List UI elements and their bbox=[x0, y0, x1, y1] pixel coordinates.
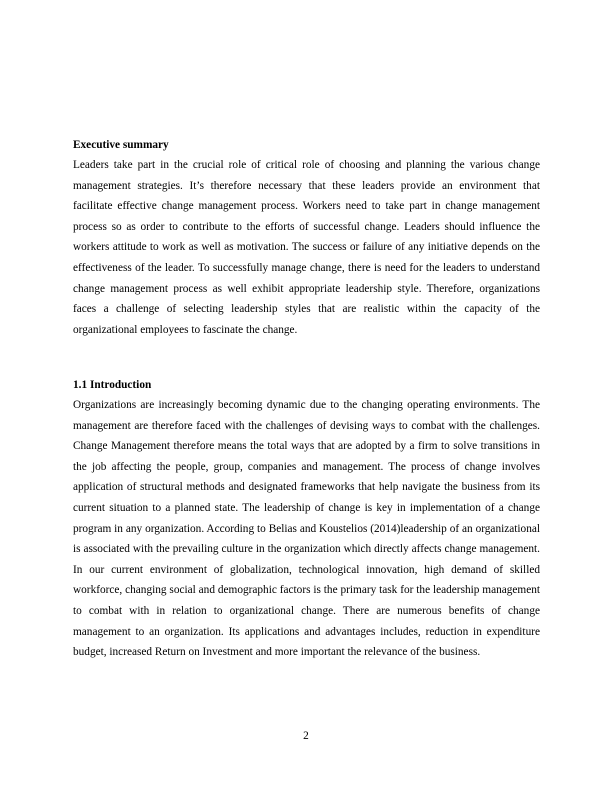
introduction-paragraph: Organizations are increasingly becoming dynamic due to the changing operating environments. The management are therefore faced with the challenges of devising ways to combat with the challenges. Change Management therefore means the total ways that are adopted by a firm to solve transitions in the job affecting the people, group, companies and management. The process of change involves application of structural methods and designated frameworks that help navigate the business from its current situation to a planned state. The leadership of change is key in implementation of a change program in any organization. According to Belias and Koustelios (2014)leadership of an organizational is associated with the prevailing culture in the organization which directly affects change management. In our current environment of globalization, technological innovation, high demand of skilled workforce, changing social and demographic factors is the primary task for the leadership management to combat with in relation to organizational change. There are numerous benefits of change management to an organization. Its applications and advantages includes, reduction in expenditure budget, increased Return on Investment and more important the relevance of the business. bbox=[73, 399, 540, 659]
introduction-heading: 1.1 Introduction bbox=[73, 379, 152, 391]
page-number: 2 bbox=[303, 730, 309, 742]
executive-summary-paragraph: Leaders take part in the crucial role of critical role of choosing and planning the various change management strategies. It’s therefore necessary that these leaders provide an environment that facilitate effective change management process. Workers need to take part in change management process so as order to contribute to the efforts of successful change. Leaders should influence the workers attitude to work as well as motivation. The success or failure of any initiative depends on the effectiveness of the leader. To successfully manage change, there is need for the leaders to understand change management process as well exhibit appropriate leadership style. Therefore, organizations faces a challenge of selecting leadership styles that are realistic within the capacity of the organizational employees to fascinate the change. bbox=[73, 159, 540, 336]
introduction-section bbox=[73, 375, 540, 663]
executive-summary-heading: Executive summary bbox=[73, 139, 169, 151]
executive-summary-section bbox=[73, 135, 540, 340]
